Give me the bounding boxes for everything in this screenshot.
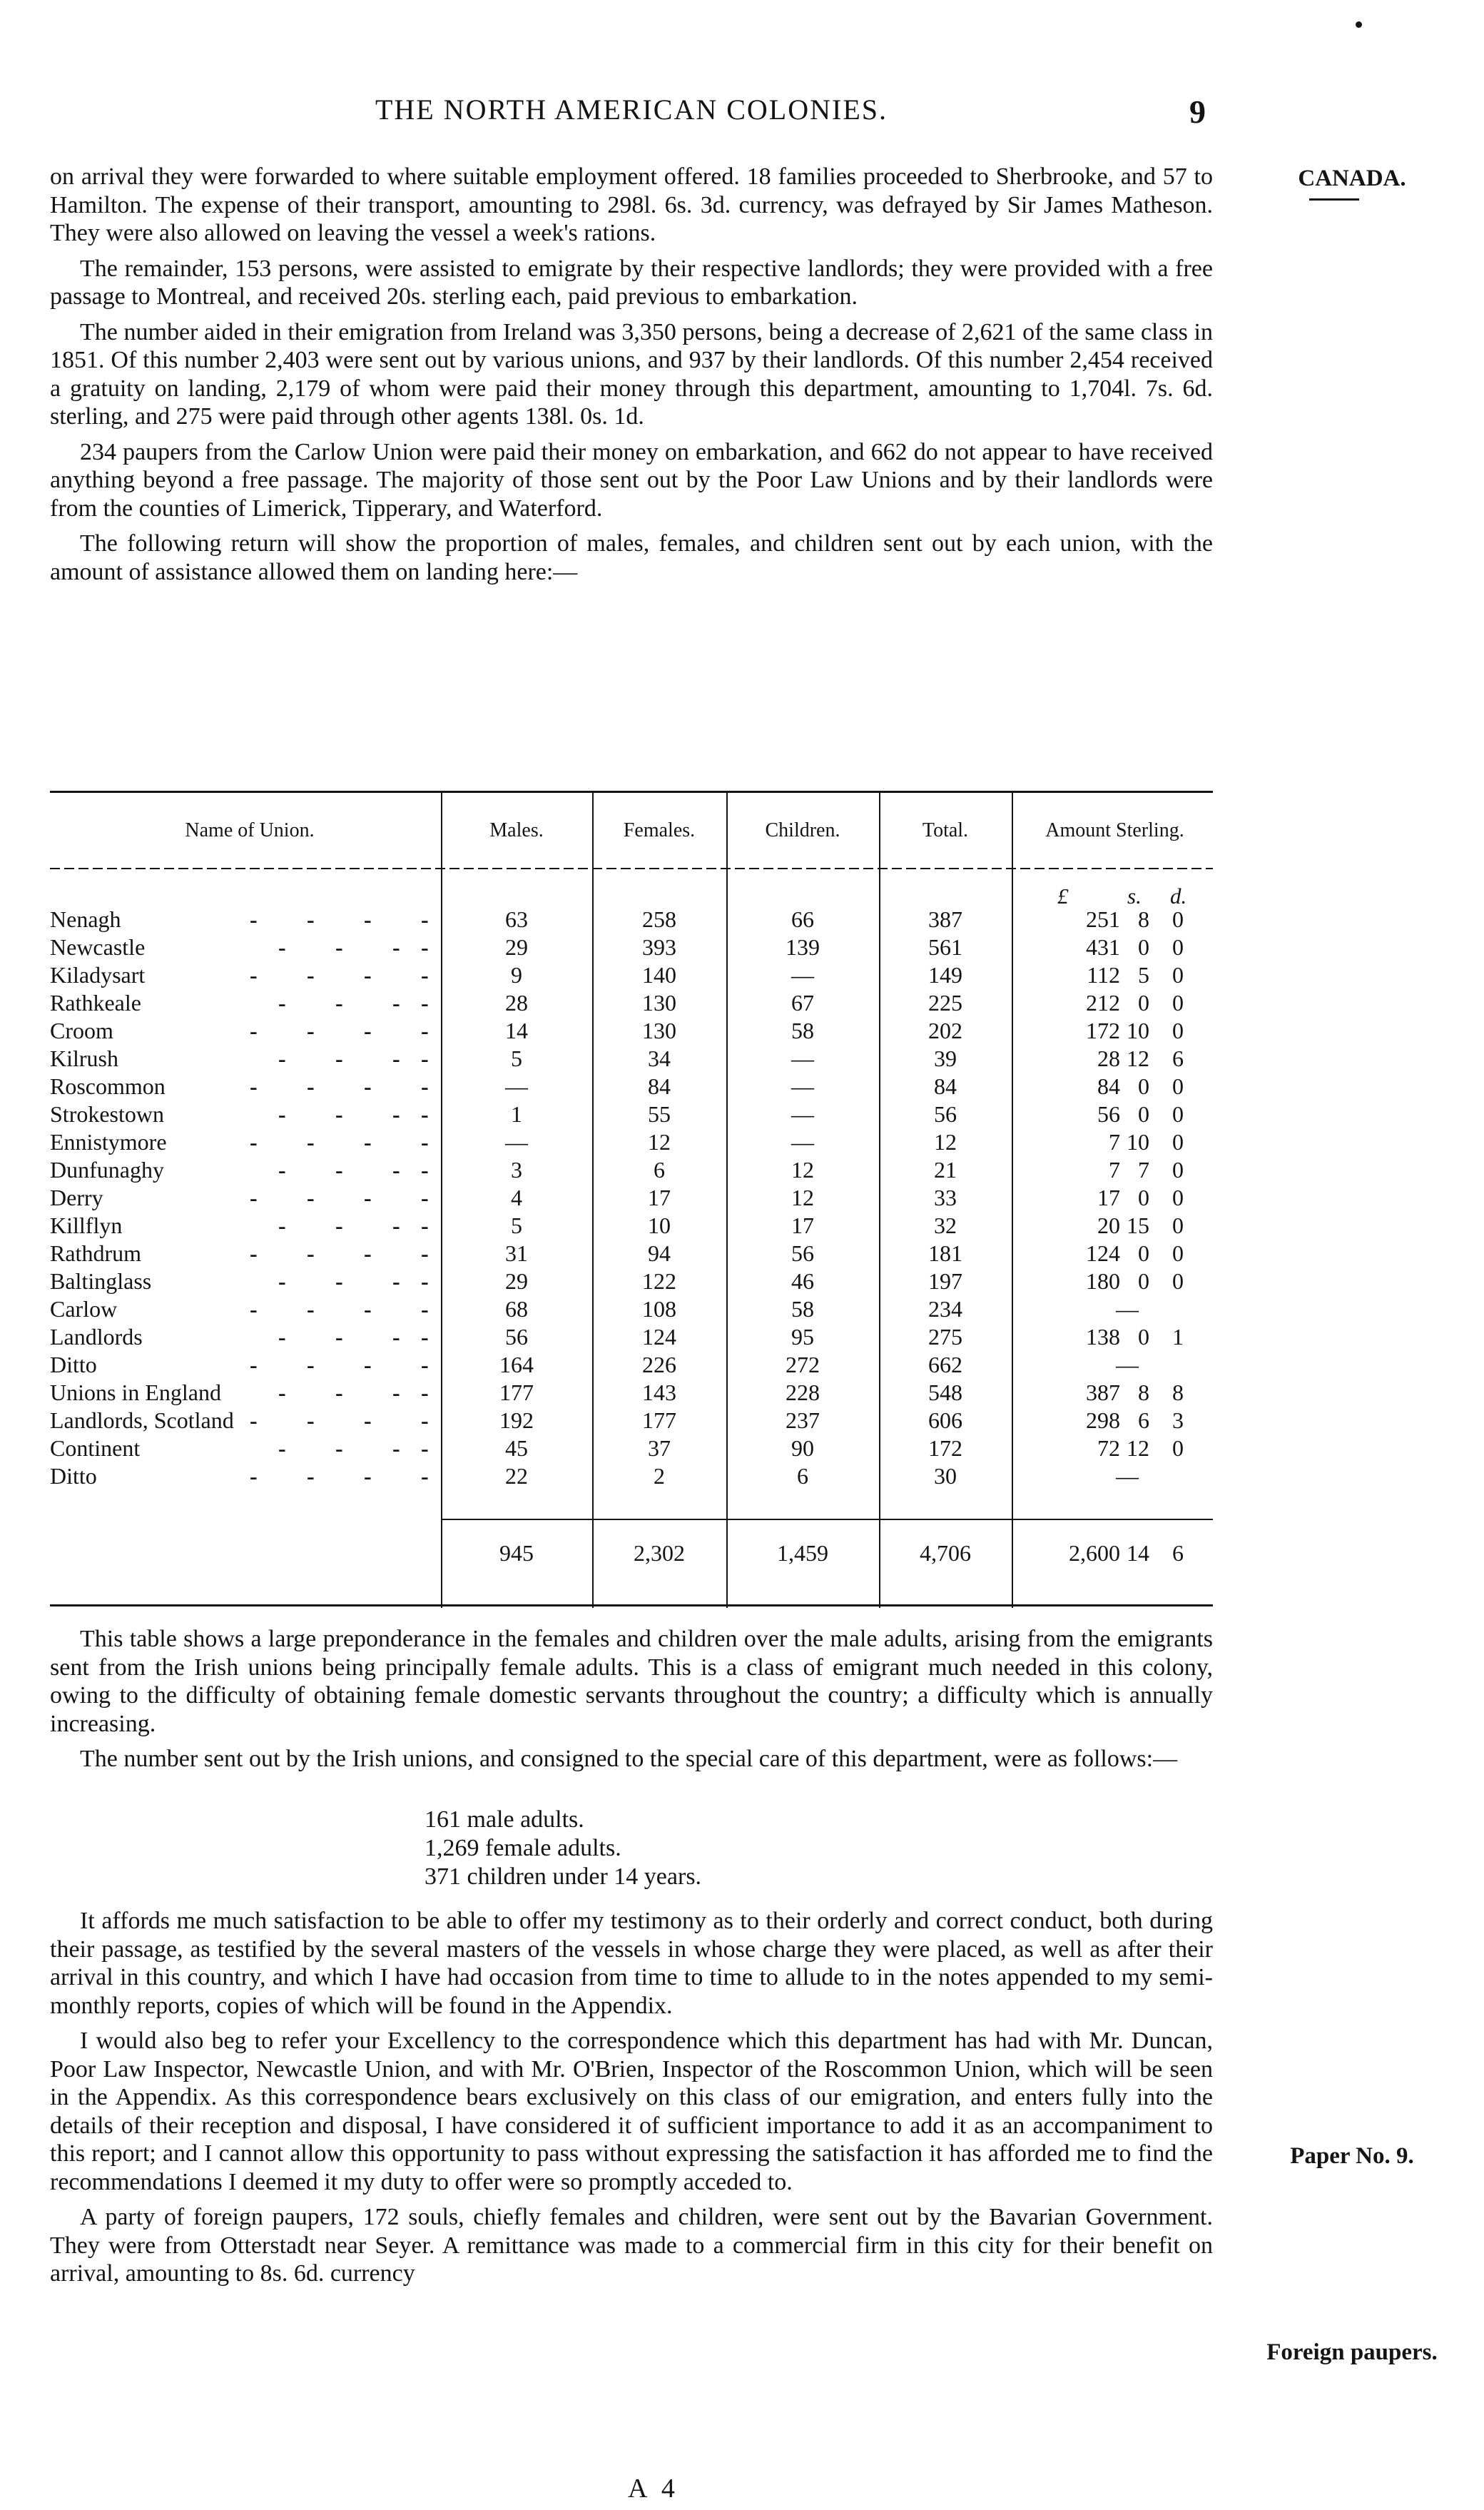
table-row: Kilrush - - - - 5 34 — 39 28 12 6 [50,1046,1184,1071]
union-name: Carlow [50,1296,118,1322]
males-cell: 177 [499,1380,534,1405]
table-row: Carlow - - - - 68 108 58 234 — [50,1296,1213,1324]
children-cell: 272 [786,1352,820,1377]
pence-cell: 0 [1172,1101,1184,1127]
table-row: Roscommon - - - - — 84 — 84 84 0 0 [50,1073,1184,1099]
total-persons: 4,706 [920,1540,971,1566]
table-row: Landlords - - - - 56 124 95 275 138 0 1 [50,1324,1184,1350]
emigration-table [50,791,1213,1608]
males-cell: 4 [511,1185,522,1210]
pounds-cell: — [1116,1352,1139,1377]
shillings-cell: 0 [1138,1101,1149,1127]
shillings-cell: 0 [1138,990,1149,1016]
signature-mark: A 4 [628,2474,679,2504]
females-cell: 17 [648,1185,671,1210]
pence-cell: 1 [1172,1324,1184,1350]
pence-cell: 0 [1172,1213,1184,1238]
total-cell: 548 [928,1380,962,1405]
shillings-cell: 0 [1138,1268,1149,1294]
header-name: Name of Union. [185,819,315,841]
females-cell: 122 [642,1268,676,1294]
table-row: Newcastle - - - - 29 393 139 561 431 0 0 [50,934,1184,960]
union-name: Ditto [50,1352,97,1377]
total-cell: 387 [928,906,962,932]
total-children: 1,459 [777,1540,828,1566]
males-cell: 5 [511,1046,522,1071]
males-cell: 22 [505,1463,528,1489]
females-cell: 10 [648,1213,671,1238]
paragraph: I would also beg to refer your Excellency to the correspondence which this department has had with Mr. Duncan, Poor Law Inspector, Newcastle Union, and with Mr. O'Brien, Inspector of the Roscommon Union, which will be seen in the Appendix. As this correspondence bears exclusively on this class of our emigration, and enters fully into the details of their reception and disposal, I have considered it of sufficient importance to add it as an accompaniment to this report; and I cannot allow this opportunity to pass without expressing the satisfaction it has afforded me to find the recommendations I deemed it my duty to offer were so promptly acceded to. [50,2028,1213,2195]
shillings-cell: 0 [1138,1185,1149,1210]
pounds-cell: 56 [1097,1101,1120,1127]
pounds-cell: 84 [1097,1073,1120,1099]
table-row: Ennistymore - - - - — 12 — 12 7 10 0 [50,1129,1184,1155]
header-total: Total. [922,819,969,841]
total-cell: 39 [934,1046,957,1071]
pounds-cell: 20 [1097,1213,1120,1238]
margin-note-paper: Paper No. 9. [1290,2143,1414,2169]
pence-cell: 0 [1172,1129,1184,1155]
females-cell: 108 [642,1296,676,1322]
pounds-cell: 28 [1097,1046,1120,1071]
shillings-cell: 0 [1138,1240,1149,1266]
unit-shillings: s. [1127,884,1142,909]
shillings-cell: 7 [1138,1157,1149,1183]
header-males: Males. [489,819,544,841]
middle-text [50,1625,1213,1781]
pounds-cell: 17 [1097,1185,1120,1210]
shillings-cell: 8 [1138,1380,1149,1405]
paragraph: The number sent out by the Irish unions, and consigned to the special care of this department, were as follows:— [80,1746,1178,1772]
pence-cell: 0 [1172,1018,1184,1043]
ink-dot [1356,21,1362,28]
males-cell: 3 [511,1157,522,1183]
children-cell: 95 [791,1324,814,1350]
pence-cell: 8 [1172,1380,1184,1405]
males-cell: 164 [499,1352,534,1377]
union-name: Rathkeale [50,990,141,1016]
females-cell: 34 [648,1046,671,1071]
females-cell: 2 [654,1463,665,1489]
females-cell: 6 [654,1157,665,1183]
union-name: Strokestown [50,1101,164,1127]
pence-cell: 0 [1172,1435,1184,1461]
table-row: Croom - - - - 14 130 58 202 172 10 0 [50,1018,1184,1043]
males-cell: 5 [511,1213,522,1238]
females-cell: 55 [648,1101,671,1127]
union-name: Baltinglass [50,1268,152,1294]
table-row: Strokestown - - - - 1 55 — 56 56 0 0 [50,1101,1184,1127]
shillings-cell: 8 [1138,906,1149,932]
union-name: Roscommon [50,1073,166,1099]
total-pounds: 2,600 [1069,1540,1120,1566]
paragraph: 234 paupers from the Carlow Union were paid their money on embarkation, and 662 do not appear to have received anything beyond a free passage. The majority of those sent out by the Poor Law Unions and by their landlords were from the counties of Limerick, Tipperary, and Waterford. [50,438,1213,522]
running-header [50,93,1213,136]
header-amount: Amount Sterling. [1045,819,1184,841]
pence-cell: 0 [1172,962,1184,988]
total-cell: 662 [928,1352,962,1377]
females-cell: 94 [648,1240,671,1266]
total-cell: 275 [928,1324,962,1350]
paragraph: on arrival they were forwarded to where suitable employment offered. 18 families proceeded to Sherbrooke, and 57 to Hamilton. The expense of their transport, amounting to 298l. 6s. 3d. currency, was defrayed by Sir James Matheson. They were also allowed on leaving the vessel a week's rations. [50,163,1213,246]
children-cell: — [791,1046,814,1071]
margin-note-foreign: Foreign paupers. [1266,2339,1438,2365]
pence-cell: 0 [1172,1268,1184,1294]
pounds-cell: 112 [1087,962,1120,988]
children-cell: — [791,1101,814,1127]
females-cell: 130 [642,990,676,1016]
males-cell: 63 [505,906,528,932]
table-bottom-rule [50,1604,1213,1606]
pounds-cell: — [1116,1463,1139,1489]
total-cell: 33 [934,1185,957,1210]
pounds-cell: 180 [1086,1268,1120,1294]
females-cell: 124 [642,1324,676,1350]
pounds-cell: 172 [1086,1018,1120,1043]
children-cell: 58 [791,1018,814,1043]
children-cell: 12 [791,1185,814,1210]
shillings-cell: 0 [1138,1073,1149,1099]
total-cell: 149 [928,962,962,988]
shillings-cell: 6 [1138,1407,1149,1433]
shillings-cell: 10 [1127,1018,1149,1043]
total-cell: 561 [928,934,962,960]
total-cell: 197 [928,1268,962,1294]
pounds-cell: 431 [1086,934,1120,960]
total-cell: 202 [928,1018,962,1043]
males-cell: 14 [505,1018,528,1043]
children-cell: — [791,1073,814,1099]
union-name: Landlords [50,1324,143,1350]
list-item: 1,269 female adults. [425,1835,621,1861]
table-row: Landlords, Scotland - - - - 192 177 237 606 298 6 3 [50,1407,1184,1433]
males-cell: 9 [511,962,522,988]
total-cell: 32 [934,1213,957,1238]
lower-text [50,1907,1213,2295]
table-row: Nenagh - - - - 63 258 66 387 251 8 0 [50,906,1184,932]
margin-note-canada: CANADA. [1298,166,1406,191]
males-cell: — [505,1129,528,1155]
pounds-cell: 124 [1086,1240,1120,1266]
pence-cell: 0 [1172,1157,1184,1183]
table-row: Ditto - - - - 164 226 272 662 — [50,1352,1213,1380]
union-name: Kiladysart [50,962,146,988]
union-name: Killflyn [50,1213,123,1238]
pence-cell: 0 [1172,934,1184,960]
children-cell: 12 [791,1157,814,1183]
females-cell: 140 [642,962,676,988]
males-cell: 29 [505,1268,528,1294]
counts-list [425,1806,701,1891]
paragraph: The following return will show the proportion of males, females, and children sent out by each union, with the amount of assistance allowed them on landing here:— [50,530,1213,585]
pence-cell: 0 [1172,906,1184,932]
total-cell: 84 [934,1073,957,1099]
children-cell: 56 [791,1240,814,1266]
union-name: Kilrush [50,1046,118,1071]
shillings-cell: 15 [1127,1213,1149,1238]
union-name: Derry [50,1185,103,1210]
table-row: Ditto - - - - 22 2 6 30 — [50,1463,1213,1491]
children-cell: 6 [797,1463,808,1489]
table-row: Dunfunaghy - - - - 3 6 12 21 7 7 0 [50,1157,1184,1183]
total-cell: 225 [928,990,962,1016]
paragraph: The number aided in their emigration from Ireland was 3,350 persons, being a decrease of 2,621 of the same class in 1851. Of this number 2,403 were sent out by various unions, and 937 by their landlords. Of this number 2,454 received a gratuity on landing, 2,179 of whom were paid their money through this department, amounting to 1,704l. 7s. 6d. sterling, and 275 were paid through other agents 138l. 0s. 1d. [50,318,1213,430]
females-cell: 12 [648,1129,671,1155]
pounds-cell: 7 [1109,1129,1120,1155]
children-cell: 58 [791,1296,814,1322]
total-cell: 21 [934,1157,957,1183]
union-name: Ennistymore [50,1129,167,1155]
males-cell: 28 [505,990,528,1016]
union-name: Nenagh [50,906,121,932]
total-cell: 12 [934,1129,957,1155]
pounds-cell: 72 [1097,1435,1120,1461]
males-cell: 68 [505,1296,528,1322]
children-cell: — [791,962,814,988]
males-cell: 29 [505,934,528,960]
pounds-cell: — [1116,1296,1139,1322]
table-top-rule [50,791,1213,793]
totals-rule [441,1519,1213,1520]
males-cell: — [505,1073,528,1099]
union-name: Newcastle [50,934,146,960]
males-cell: 56 [505,1324,528,1350]
margin-rule [1309,198,1359,201]
females-cell: 84 [648,1073,671,1099]
header-children: Children. [765,819,840,841]
pence-cell: 0 [1172,1185,1184,1210]
pence-cell: 3 [1172,1407,1184,1433]
union-name: Croom [50,1018,113,1043]
females-cell: 37 [648,1435,671,1461]
shillings-cell: 5 [1138,962,1149,988]
total-cell: 234 [928,1296,962,1322]
paragraph: The remainder, 153 persons, were assisted to emigrate by their respective landlords; they were provided with a free passage to Montreal, and received 20s. sterling each, paid previous to embarkation. [50,255,1213,310]
children-cell: 66 [791,906,814,932]
union-name: Continent [50,1435,141,1461]
table-row: Derry - - - - 4 17 12 33 17 0 0 [50,1185,1184,1210]
page-title: THE NORTH AMERICAN COLONIES. [375,93,888,126]
pence-cell: 0 [1172,990,1184,1016]
page-number: 9 [1189,93,1206,130]
males-cell: 192 [499,1407,534,1433]
total-cell: 56 [934,1101,957,1127]
total-females: 2,302 [634,1540,685,1566]
shillings-cell: 10 [1127,1129,1149,1155]
union-name: Rathdrum [50,1240,141,1266]
table-row: Rathdrum - - - - 31 94 56 181 124 0 0 [50,1240,1184,1266]
children-cell: 228 [786,1380,820,1405]
totals-row [50,1540,1213,1568]
children-cell: 237 [786,1407,820,1433]
shillings-cell: 0 [1138,1324,1149,1350]
females-cell: 226 [642,1352,676,1377]
females-cell: 258 [642,906,676,932]
pence-cell: 0 [1172,1073,1184,1099]
pounds-cell: 251 [1086,906,1120,932]
total-pence: 6 [1172,1540,1184,1566]
total-cell: 172 [928,1435,962,1461]
children-cell: 67 [791,990,814,1016]
union-name: Unions in England [50,1380,221,1405]
children-cell: — [791,1129,814,1155]
table-row: Unions in England - - - - 177 143 228 548 387 8 8 [50,1380,1184,1405]
children-cell: 46 [791,1268,814,1294]
males-cell: 31 [505,1240,528,1266]
females-cell: 177 [642,1407,676,1433]
table-row: Continent - - - - 45 37 90 172 72 12 0 [50,1435,1184,1461]
pounds-cell: 212 [1086,990,1120,1016]
upper-text [50,163,1213,593]
list-item: 371 children under 14 years. [425,1863,702,1890]
unit-pence: d. [1170,884,1187,909]
header-rule [50,868,1213,869]
total-cell: 181 [928,1240,962,1266]
paragraph: This table shows a large preponderance in the females and children over the male adults, arising from the emigrants sent from the Irish unions being principally female adults. This is a class of emigrant much needed in this colony, owing to the difficulty of obtaining female domestic servants throughout the country; a difficulty which is annually increasing. [50,1626,1213,1737]
total-males: 945 [499,1540,534,1566]
header-females: Females. [623,819,696,841]
males-cell: 45 [505,1435,528,1461]
union-name: Dunfunaghy [50,1157,164,1183]
pounds-cell: 7 [1109,1157,1120,1183]
children-cell: 139 [786,934,820,960]
females-cell: 393 [642,934,676,960]
paragraph: A party of foreign paupers, 172 souls, chiefly females and children, were sent out by the Bavarian Government. They were from Otterstadt near Seyer. A remittance was made to a commercial firm in this city for their benefit on arrival, amounting to 8s. 6d. currency [50,2204,1213,2287]
list-item: 161 male adults. [425,1806,584,1833]
table-row: Rathkeale - - - - 28 130 67 225 212 0 0 [50,990,1184,1016]
females-cell: 143 [642,1380,676,1405]
table-row: Kiladysart - - - - 9 140 — 149 112 5 0 [50,962,1184,988]
pounds-cell: 298 [1086,1407,1120,1433]
total-cell: 30 [934,1463,957,1489]
total-cell: 606 [928,1407,962,1433]
children-cell: 17 [791,1213,814,1238]
pence-cell: 0 [1172,1240,1184,1266]
paragraph: It affords me much satisfaction to be able to offer my testimony as to their orderly and correct conduct, both during their passage, as testified by the several masters of the vessels in whose charge they were placed, as well as after their arrival in this country, and which I have had occasion from time to time to allude to in the notes appended to my semi-monthly reports, copies of which will be found in the Appendix. [50,1908,1213,2019]
table-row: Killflyn - - - - 5 10 17 32 20 15 0 [50,1213,1184,1238]
union-name: Ditto [50,1463,97,1489]
children-cell: 90 [791,1435,814,1461]
pounds-cell: 387 [1086,1380,1120,1405]
females-cell: 130 [642,1018,676,1043]
males-cell: 1 [511,1101,522,1127]
union-name: Landlords, Scotland [50,1407,234,1433]
table-row: Baltinglass - - - - 29 122 46 197 180 0 0 [50,1268,1184,1294]
pounds-cell: 138 [1086,1324,1120,1350]
pence-cell: 6 [1172,1046,1184,1071]
shillings-cell: 12 [1127,1435,1149,1461]
shillings-cell: 0 [1138,934,1149,960]
total-shillings: 14 [1127,1540,1149,1566]
unit-pounds: £ [1057,884,1069,909]
shillings-cell: 12 [1127,1046,1149,1071]
